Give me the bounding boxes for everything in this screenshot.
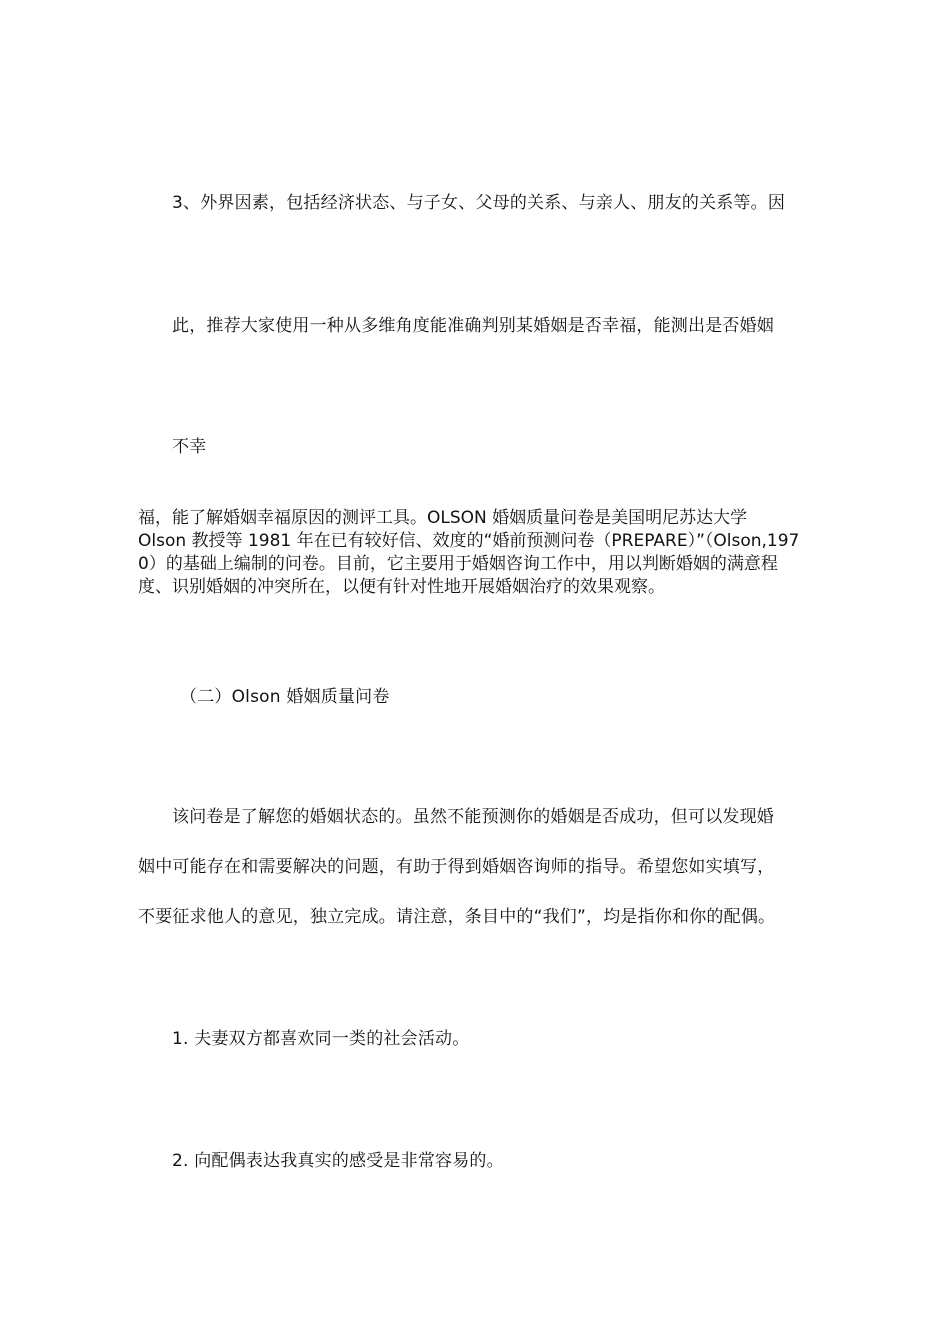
paragraph-line-3: 不幸 <box>172 437 207 457</box>
paragraph-block-row-4: 度、识别婚姻的冲突所在，以便有针对性地开展婚姻治疗的效果观察。 <box>138 577 665 597</box>
intro-line-1: 该问卷是了解您的婚姻状态的。虽然不能预测你的婚姻是否成功，但可以发现婚 <box>172 807 774 827</box>
question-item-1: 1. 夫妻双方都喜欢同一类的社会活动。 <box>172 1029 470 1049</box>
paragraph-block-row-1: 福，能了解婚姻幸福原因的测评工具。OLSON 婚姻质量问卷是美国明尼苏达大学 <box>138 508 748 528</box>
paragraph-line-1: 3、外界因素，包括经济状态、与子女、父母的关系、与亲人、朋友的关系等。因 <box>172 193 786 213</box>
question-item-2: 2. 向配偶表达我真实的感受是非常容易的。 <box>172 1151 504 1171</box>
paragraph-block <box>138 507 799 599</box>
section-heading: （二）Olson 婚姻质量问卷 <box>180 687 390 707</box>
paragraph-block-row-3: 0）的基础上编制的问卷。目前，它主要用于婚姻咨询工作中，用以判断婚姻的满意程 <box>138 554 778 574</box>
paragraph-line-2: 此，推荐大家使用一种从多维角度能准确判别某婚姻是否幸福，能测出是否婚姻 <box>172 316 774 336</box>
intro-line-3: 不要征求他人的意见，独立完成。请注意，条目中的“我们”，均是指你和你的配偶。 <box>138 907 776 927</box>
paragraph-block-row-2: Olson 教授等 1981 年在已有较好信、效度的“婚前预测问卷（PREPARE）”（Olson,197 <box>138 531 800 551</box>
intro-line-2: 姻中可能存在和需要解决的问题，有助于得到婚姻咨询师的指导。希望您如实填写， <box>138 857 775 877</box>
